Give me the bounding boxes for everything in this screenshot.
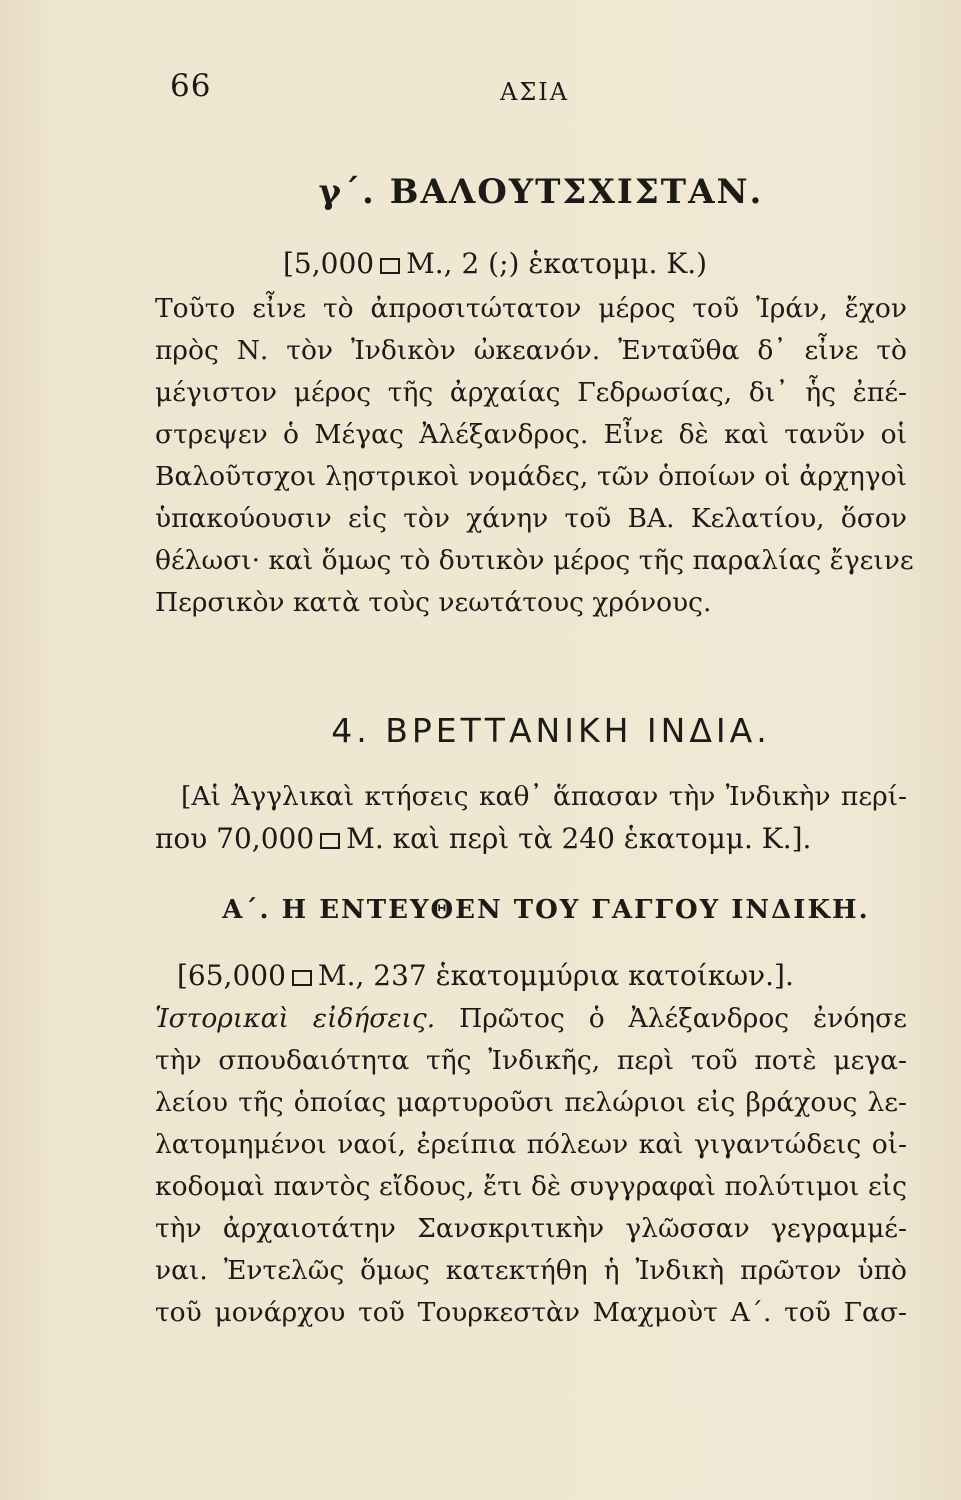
text-line: στρεψεν ὁ Μέγας Ἀλέξανδρος. Εἶνε δὲ καὶ τανῦν οἱ (155, 419, 907, 450)
section-stats (155, 244, 907, 284)
section-stats (155, 776, 907, 860)
page-number: 66 (170, 68, 212, 104)
text-line: Περσικὸν κατὰ τοὺς νεωτάτους χρόνους. (155, 587, 712, 618)
text-line: τοῦ μονάρχου τοῦ Τουρκεστὰν Μαχμοὺτ Α΄. τοῦ Γασ- (155, 1297, 907, 1328)
stats-area: [65,000 (177, 959, 286, 992)
section-british-india (155, 708, 907, 860)
stats-rest: Μ., 2 (;) ἑκατομμ. Κ.) (406, 247, 708, 280)
text-line: θέλωσι· καὶ ὅμως τὸ δυτικὸν μέρος τῆς παραλίας ἔγεινε (155, 545, 914, 576)
section-stats (155, 956, 907, 996)
lead-rest: Πρῶτος ὁ Ἀλέξανδρος ἐνόησε (459, 1003, 907, 1034)
section-paragraph (155, 288, 914, 624)
text-line: λείου τῆς ὁποίας μαρτυροῦσι πελώριοι εἰς βράχους λε- (155, 1087, 907, 1118)
text-line: ὑπακούουσιν εἰς τὸν χάνην τοῦ ΒΑ. Κελατίου, ὅσον (155, 503, 907, 534)
section-title: Α΄. Η ΕΝΤΕΥΘΕΝ ΤΟΥ ΓΑΓΓΟΥ ΙΝΔΙΚΗ. (222, 895, 870, 925)
page-header (0, 62, 961, 112)
text-line: πρὸς Ν. τὸν Ἰνδικὸν ὠκεανόν. Ἐνταῦθα δ᾽ εἶνε τὸ (155, 335, 907, 366)
running-title: ΑΣΙΑ (500, 78, 570, 106)
text-line: μέγιστον μέρος τῆς ἀρχαίας Γεδρωσίας, δι᾽ ἧς ἐπέ- (155, 377, 907, 408)
text-line: Τοῦτο εἶνε τὸ ἀπροσιτώτατον μέρος τοῦ Ἰράν, ἔχον (155, 293, 907, 324)
text-line: τὴν ἀρχαιοτάτην Σανσκριτικὴν γλῶσσαν γεγραμμέ- (155, 1213, 907, 1244)
section-title: γ΄. ΒΑΛΟΥΤΣΧΙΣΤΑΝ. (318, 172, 764, 212)
text-line (155, 998, 907, 1040)
text-line: τὴν σπουδαιότητα τῆς Ἰνδικῆς, περὶ τοῦ ποτὲ μεγα- (155, 1045, 907, 1076)
text-line: λατομημένοι ναοί, ἐρείπια πόλεων καὶ γιγαντώδεις οἰ- (155, 1129, 907, 1160)
text-line: [Αἱ Ἀγγλικαὶ κτήσεις καθ᾽ ἅπασαν τὴν Ἰνδικὴν περί- (181, 781, 907, 812)
stats-rest: Μ., 237 ἑκατομμύρια κατοίκων.]. (317, 959, 794, 992)
stats-area: [5,000 (283, 247, 375, 280)
section-gangetic-india (155, 890, 907, 1334)
stats-rest: Μ. καὶ περὶ τὰ 240 ἑκατομμ. Κ.]. (346, 822, 812, 855)
text-line: κοδομαὶ παντὸς εἴδους, ἔτι δὲ συγγραφαὶ πολύτιμοι εἰς (155, 1171, 907, 1202)
section-title: 4. ΒΡΕΤΤΑΝΙΚΗ ΙΝΔΙΑ. (331, 711, 771, 750)
square-mile-icon (380, 258, 400, 274)
square-mile-icon (320, 833, 340, 849)
lead-italic: Ἱστορικαὶ εἰδήσεις. (155, 1003, 436, 1034)
text-line: ναι. Ἐντελῶς ὅμως κατεκτήθη ἡ Ἰνδικὴ πρῶτον ὑπὸ (155, 1255, 907, 1286)
section-paragraph (155, 998, 907, 1334)
square-mile-icon (292, 970, 312, 986)
text-line (155, 818, 907, 860)
stats-area: που 70,000 (155, 822, 315, 855)
text-line: Βαλοῦτσχοι λῃστρικοὶ νομάδες, τῶν ὁποίων οἱ ἀρχηγοὶ (155, 461, 907, 492)
section-baluchistan (155, 168, 914, 624)
